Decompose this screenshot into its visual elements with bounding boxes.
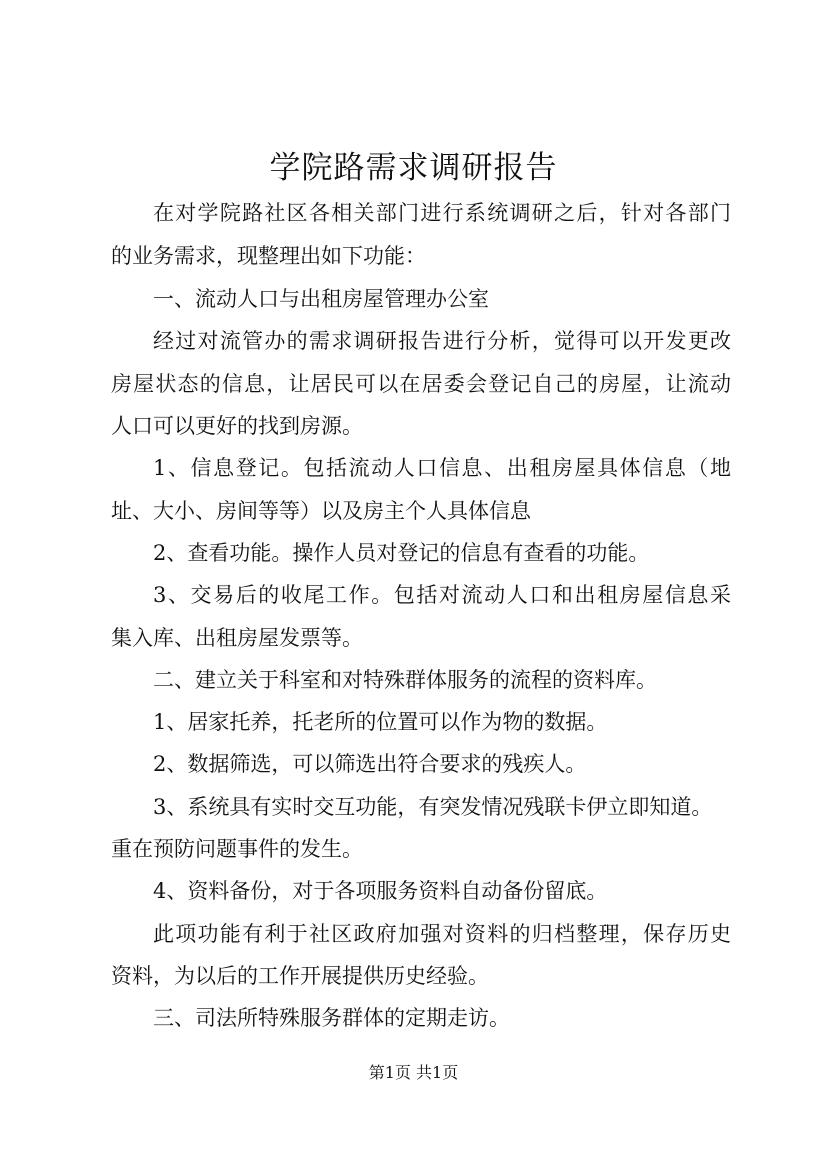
list-item-line: 4、资料备份，对于各项服务资料自动备份留底。 bbox=[153, 879, 608, 903]
list-item-line: 2、数据筛选，可以筛选出符合要求的残疾人。 bbox=[153, 752, 587, 776]
paragraph-line: 经过对流管办的需求调研报告进行分析，觉得可以开发更改 bbox=[153, 329, 731, 353]
paragraph-line: 人口可以更好的找到房源。 bbox=[111, 414, 363, 438]
paragraph-line: 此项功能有利于社区政府加强对资料的归档整理，保存历史 bbox=[153, 922, 731, 946]
list-item-line: 3、系统具有实时交互功能，有突发情况残联卡伊立即知道。 bbox=[153, 795, 713, 819]
page-footer: 第1页 共1页 bbox=[368, 1063, 459, 1082]
list-item-line: 集入库、出租房屋发票等。 bbox=[111, 626, 363, 650]
paragraph-line: 的业务需求，现整理出如下功能： bbox=[111, 244, 426, 268]
section-heading: 一、流动人口与出租房屋管理办公室 bbox=[153, 287, 489, 311]
section-heading: 二、建立关于科室和对特殊群体服务的流程的资料库。 bbox=[153, 668, 657, 692]
list-item-line: 重在预防问题事件的发生。 bbox=[111, 837, 363, 861]
list-item-line: 3、交易后的收尾工作。包括对流动人口和出租房屋信息采 bbox=[153, 583, 731, 607]
section-heading: 三、司法所特殊服务群体的定期走访。 bbox=[153, 1006, 510, 1030]
paragraph-line: 资料，为以后的工作开展提供历史经验。 bbox=[111, 964, 489, 988]
list-item-line: 址、大小、房间等等）以及房主个人具体信息 bbox=[111, 499, 531, 523]
document-title: 学院路需求调研报告 bbox=[269, 150, 558, 186]
paragraph-line: 在对学院路社区各相关部门进行系统调研之后，针对各部门 bbox=[153, 201, 731, 225]
list-item-line: 1、居家托养，托老所的位置可以作为物的数据。 bbox=[153, 710, 608, 734]
list-item-line: 1、信息登记。包括流动人口信息、出租房屋具体信息（地 bbox=[153, 456, 731, 480]
list-item-line: 2、查看功能。操作人员对登记的信息有查看的功能。 bbox=[153, 541, 650, 565]
paragraph-line: 房屋状态的信息，让居民可以在居委会登记自己的房屋，让流动 bbox=[111, 372, 731, 396]
